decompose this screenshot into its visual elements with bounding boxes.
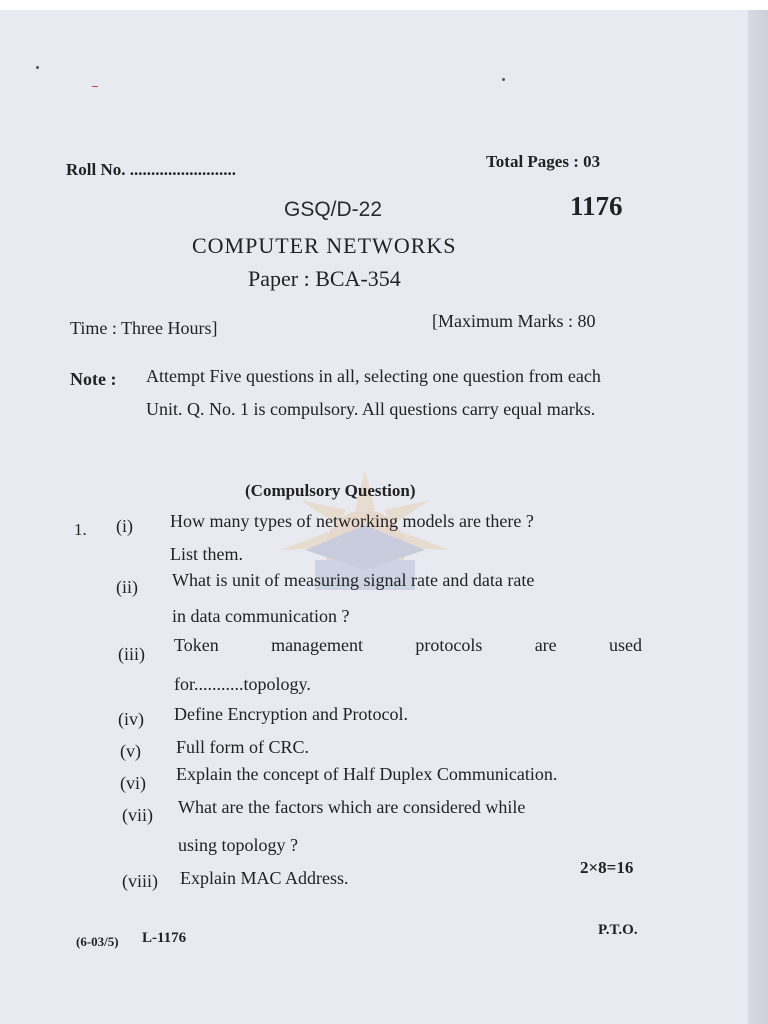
part-text	[174, 635, 642, 656]
part-text-continued: using topology ?	[178, 835, 298, 855]
part-text: Explain the concept of Half Duplex Communication.	[176, 764, 558, 784]
part-word: Token	[174, 635, 219, 655]
part-text: What are the factors which are considered while	[178, 797, 526, 817]
part-number: (iii)	[118, 644, 145, 664]
part-text: Define Encryption and Protocol.	[174, 704, 408, 724]
scan-speck	[36, 66, 39, 69]
paper-number: 1176	[570, 191, 623, 221]
part-text: Full form of CRC.	[176, 737, 310, 757]
part-word: management	[271, 635, 364, 655]
part-word: are	[534, 635, 557, 655]
footer-reference: L-1176	[142, 930, 187, 946]
scan-speck	[92, 86, 98, 87]
part-text: How many types of networking models are there ?	[170, 511, 534, 531]
part-number: (vii)	[122, 805, 153, 825]
scan-speck	[502, 78, 505, 81]
roll-number-field: Roll No. .........................	[66, 160, 236, 179]
part-number: (viii)	[122, 871, 158, 891]
part-text-continued: for...........topology.	[174, 674, 311, 694]
part-text-continued: in data communication ?	[172, 606, 350, 626]
part-word: protocols	[415, 635, 483, 655]
part-text-continued: List them.	[170, 544, 243, 564]
part-text: Explain MAC Address.	[180, 868, 349, 888]
exam-duration: Time : Three Hours]	[70, 318, 218, 338]
part-text: What is unit of measuring signal rate and data rate	[172, 570, 535, 590]
part-word: used	[609, 635, 642, 655]
marks-allocation: 2×8=16	[580, 858, 634, 877]
page-edge	[748, 10, 768, 1024]
part-number: (ii)	[116, 577, 138, 597]
subject-title: COMPUTER NETWORKS	[192, 233, 457, 258]
please-turn-over: P.T.O.	[598, 922, 638, 938]
part-number: (iv)	[118, 709, 144, 729]
question-number: 1.	[74, 520, 87, 539]
maximum-marks: [Maximum Marks : 80	[432, 311, 596, 331]
note-label: Note :	[70, 369, 117, 389]
part-number: (i)	[116, 516, 133, 536]
exam-code: GSQ/D-22	[284, 198, 383, 221]
footer-code: (6-03/5)	[76, 934, 119, 949]
note-instructions: Attempt Five questions in all, selecting one question from each Unit. Q. No. 1 is compulsory. All questions carry equal marks.	[146, 366, 601, 419]
scan-border	[0, 0, 768, 10]
section-heading: (Compulsory Question)	[245, 481, 416, 500]
paper-code: Paper : BCA-354	[248, 266, 401, 291]
part-number: (vi)	[120, 773, 146, 793]
total-pages: Total Pages : 03	[486, 152, 601, 171]
part-number: (v)	[120, 741, 141, 761]
